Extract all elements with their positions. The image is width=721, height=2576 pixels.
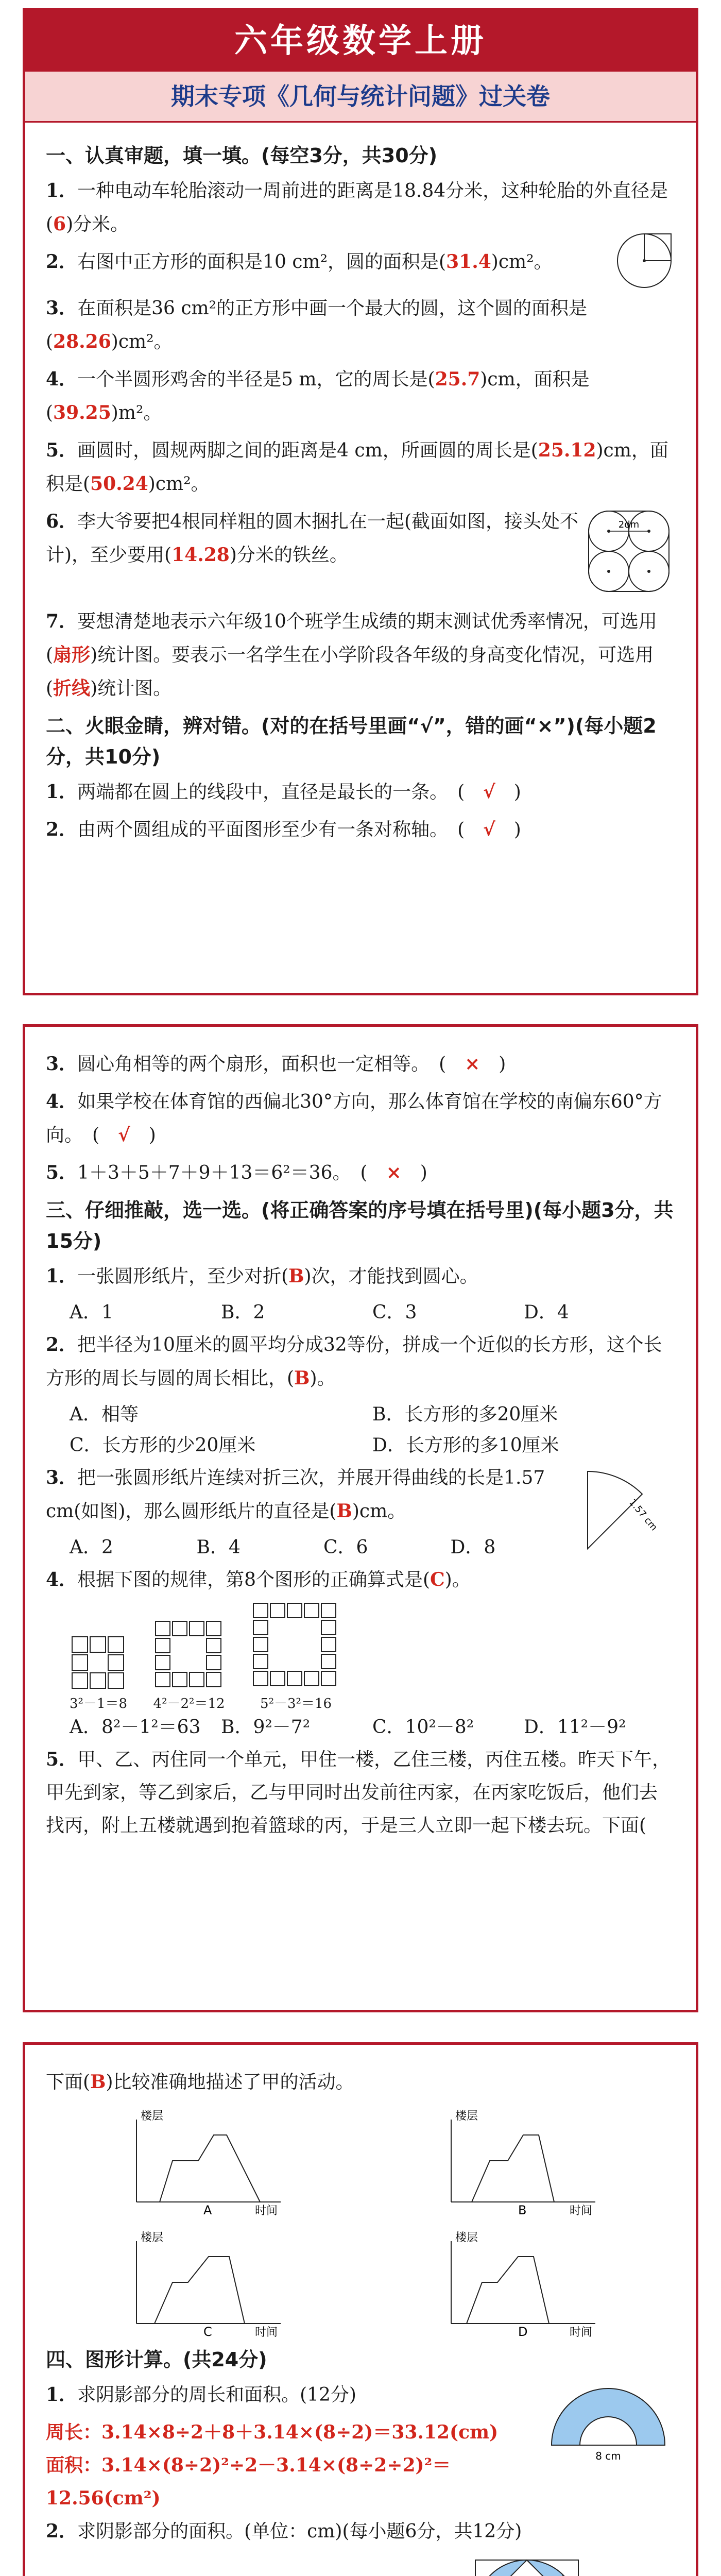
question-1-4: 4．一个半圆形鸡舍的半径是5 m，它的周长是(25.7)cm，面积是(39.25)m²。 <box>46 368 590 423</box>
question-3-5: 5．甲、乙、丙住同一个单元，甲住一楼，乙住三楼，丙住五楼。昨天下午，甲先到家，等乙到家后，乙与甲同时出发前往丙家，在丙家吃饭后，他们去找丙，附上五楼就遇到抱着篮球的丙，于是三人立即一起下楼去玩。下面( <box>46 1749 671 1836</box>
options-3-2a: A．相等 B．长方形的多20厘米 <box>70 1404 558 1425</box>
section-3-heading: 三、仔细推敲，选一选。(将正确答案的序号填在括号里)(每小题3分，共15分) <box>46 1199 674 1252</box>
pattern-cell <box>253 1654 268 1669</box>
graph-grid <box>46 2104 675 2339</box>
pattern-cell <box>321 1654 336 1669</box>
question-2-4: 4．如果学校在体育馆的西偏北30°方向，那么体育馆在学校的南偏东60°方向。 ( √ ) <box>46 1091 662 1146</box>
question-1-6: 6．李大爷要把4根同样粗的圆木捆扎在一起(截面如图，接头处不计)，至少要用(14.28)分米的铁丝。 <box>46 511 579 566</box>
pattern-cell <box>156 1621 170 1636</box>
answer: B <box>336 1500 352 1522</box>
solution-4-1-area: 面积：3.14×(8÷2)²÷2－3.14×(8÷2÷2)²＝12.56(cm²) <box>46 2454 451 2509</box>
pattern-cell <box>156 1638 170 1653</box>
question-1-3: 3．在面积是36 cm²的正方形中画一个最大的圆，这个圆的面积是(28.26)cm²。 <box>46 297 588 352</box>
options-3-2b: C．长方形的少20厘米 D．长方形的多10厘米 <box>70 1435 559 1456</box>
question-4-1: 1．求阴影部分的周长和面积。(12分) <box>46 2384 356 2405</box>
answer: 39.25 <box>53 402 111 423</box>
pattern-1-grid <box>70 1634 126 1691</box>
answer: 扇形 <box>53 644 91 666</box>
section-1-heading: 一、认真审题，填一填。(每空3分，共30分) <box>46 144 438 167</box>
pattern-cell <box>321 1671 336 1686</box>
svg-text:时间: 时间 <box>254 2326 278 2339</box>
question-1-7: 7．要想清楚地表示六年级10个班学生成绩的期末测试优秀率情况，可选用(扇形)统计图。要表示一名学生在小学阶段各年级的身高变化情况，可选用(折线)统计图。 <box>46 611 657 699</box>
sector-figure <box>577 1461 675 1559</box>
pattern-cell <box>173 1621 187 1636</box>
pattern-2-grid <box>153 1619 225 1691</box>
pattern-cell <box>156 1655 170 1670</box>
answer: 25.12 <box>538 439 596 461</box>
question-3-1: 1．一张圆形纸片，至少对折(B)次，才能找到圆心。 <box>46 1265 478 1287</box>
page-subtitle: 期末专项《几何与统计问题》过关卷 <box>25 72 696 123</box>
page-2 <box>23 1024 698 2012</box>
semicircle-triangle-figure <box>135 2573 289 2576</box>
circle-square-figure <box>613 230 675 292</box>
answer: 28.26 <box>53 331 111 352</box>
graph-c-label: C <box>203 2325 212 2339</box>
question-1-1: 1．一种电动车轮胎滚动一周前进的距离是18.84分米，这种轮胎的外直径是(6)分米。 <box>46 180 668 235</box>
question-1-2-row <box>46 245 675 292</box>
pattern-cell <box>207 1621 221 1636</box>
pattern-cell <box>190 1672 204 1687</box>
pattern-cell <box>270 1671 285 1686</box>
answer: 25.7 <box>435 368 480 390</box>
graph-b <box>425 2104 611 2217</box>
figure-label: 1.57 cm <box>627 1497 660 1533</box>
question-2-3: 3．圆心角相等的两个扇形，面积也一定相等。 ( × ) <box>46 1053 506 1075</box>
question-4-2: 2．求阴影部分的面积。(单位：cm)(每小题6分，共12分) <box>46 2520 522 2542</box>
question-3-3: 3．把一张圆形纸片连续对折三次，并展开得曲线的长是1.57 cm(如图)，那么圆形纸片的直径是(B)cm。 <box>46 1467 545 1522</box>
pattern-cell <box>253 1637 268 1652</box>
answer: × <box>465 1053 480 1075</box>
question-4-2-figures <box>46 2552 675 2576</box>
answer: 50.24 <box>90 473 148 495</box>
svg-text:楼层: 楼层 <box>455 2231 478 2244</box>
pattern-cell <box>253 1620 268 1635</box>
page-1 <box>23 8 698 995</box>
pattern-cell <box>207 1638 221 1653</box>
graph-b-label: B <box>518 2203 526 2217</box>
pattern-cell <box>321 1603 336 1618</box>
svg-text:楼层: 楼层 <box>140 2231 163 2244</box>
question-3-4: 4．根据下图的规律，第8个图形的正确算式是(C)。 <box>46 1569 471 1590</box>
pattern-cell <box>253 1603 268 1618</box>
pattern-2: 4²－2²＝12 <box>153 1619 225 1712</box>
pattern-cell <box>304 1671 319 1686</box>
question-2-2: 2．由两个圆组成的平面图形至少有一条对称轴。 ( √ ) <box>46 819 521 840</box>
pattern-cell <box>321 1620 336 1635</box>
options-3-1: A．1 B．2 C．3 D．4 <box>70 1302 569 1323</box>
options-3-3: A．2 B．4 C．6 D．8 <box>70 1537 496 1558</box>
question-3-2: 2．把半径为10厘米的圆平均分成32等份，拼成一个近似的长方形，这个长方形的周长与圆的周长相比，(B)。 <box>46 1334 662 1389</box>
question-1-2: 2．右图中正方形的面积是10 cm²，圆的面积是(31.4)cm²。 <box>46 251 553 273</box>
answer: 14.28 <box>171 544 230 566</box>
answer: 31.4 <box>446 251 491 273</box>
question-1-6-row <box>46 505 675 598</box>
question-4-1-row <box>46 2378 675 2515</box>
pattern-3: 5²－3²＝16 <box>251 1601 341 1712</box>
figure-label: 8 cm <box>595 2450 621 2462</box>
svg-text:楼层: 楼层 <box>140 2110 163 2123</box>
circle-square-shaded-figure <box>468 2552 586 2576</box>
graph-d <box>425 2226 611 2339</box>
pattern-cell <box>207 1655 221 1670</box>
pattern-cell <box>253 1671 268 1686</box>
pattern-cell <box>270 1603 285 1618</box>
answer: 折线 <box>53 677 91 699</box>
pattern-3-grid <box>251 1601 341 1691</box>
question-1-5: 5．画圆时，圆规两脚之间的距离是4 cm，所画圆的周长是(25.12)cm，面积是(50.24)cm²。 <box>46 439 668 495</box>
page-title: 六年级数学上册 <box>25 11 696 72</box>
svg-text:楼层: 楼层 <box>455 2110 478 2123</box>
four-logs-figure <box>582 505 675 598</box>
question-3-3-row <box>46 1461 675 1563</box>
answer: √ <box>483 819 495 840</box>
answer: √ <box>483 781 495 803</box>
svg-text:时间: 时间 <box>569 2205 592 2217</box>
graph-a-label: A <box>203 2203 212 2217</box>
semicircle-figure <box>541 2378 675 2466</box>
answer: × <box>386 1162 402 1183</box>
section-4-heading: 四、图形计算。(共24分) <box>46 2348 267 2371</box>
pattern-cell <box>321 1637 336 1652</box>
section-2-heading: 二、火眼金睛，辨对错。(对的在括号里画“√”，错的画“×”)(每小题2分，共10分) <box>46 715 657 768</box>
pattern-cell <box>173 1672 187 1687</box>
answer: C <box>430 1569 445 1590</box>
figure-label: 2dm <box>618 519 640 530</box>
pattern-cell <box>207 1672 221 1687</box>
svg-text:时间: 时间 <box>569 2326 592 2339</box>
question-3-5-cont: 下面(B)比较准确地描述了甲的活动。 <box>46 2071 354 2093</box>
pattern-cell <box>287 1603 302 1618</box>
answer: B <box>288 1265 304 1287</box>
graph-c <box>111 2226 296 2339</box>
pattern-figures <box>46 1601 675 1712</box>
solution-4-1-perimeter: 周长：3.14×8÷2＋8＋3.14×(8÷2)＝33.12(cm) <box>46 2421 499 2443</box>
graph-d-label: D <box>518 2325 527 2339</box>
answer: B <box>90 2071 106 2093</box>
pattern-cell <box>304 1603 319 1618</box>
pattern-cell <box>287 1671 302 1686</box>
pattern-cell <box>156 1672 170 1687</box>
pattern-1: 3²－1＝8 <box>70 1634 127 1712</box>
answer: 6 <box>53 213 66 235</box>
page-3 <box>23 2042 698 2576</box>
svg-text:时间: 时间 <box>254 2205 278 2217</box>
graph-a <box>111 2104 296 2217</box>
pattern-cell <box>190 1621 204 1636</box>
question-2-1: 1．两端都在圆上的线段中，直径是最长的一条。 ( √ ) <box>46 781 521 803</box>
question-2-5: 5．1＋3＋5＋7＋9＋13＝6²＝36。 ( × ) <box>46 1162 427 1183</box>
options-3-4: A．8²－1²＝63 B．9²－7² C．10²－8² D．11²－9² <box>70 1717 626 1738</box>
answer: B <box>294 1367 310 1389</box>
answer: √ <box>118 1124 130 1146</box>
